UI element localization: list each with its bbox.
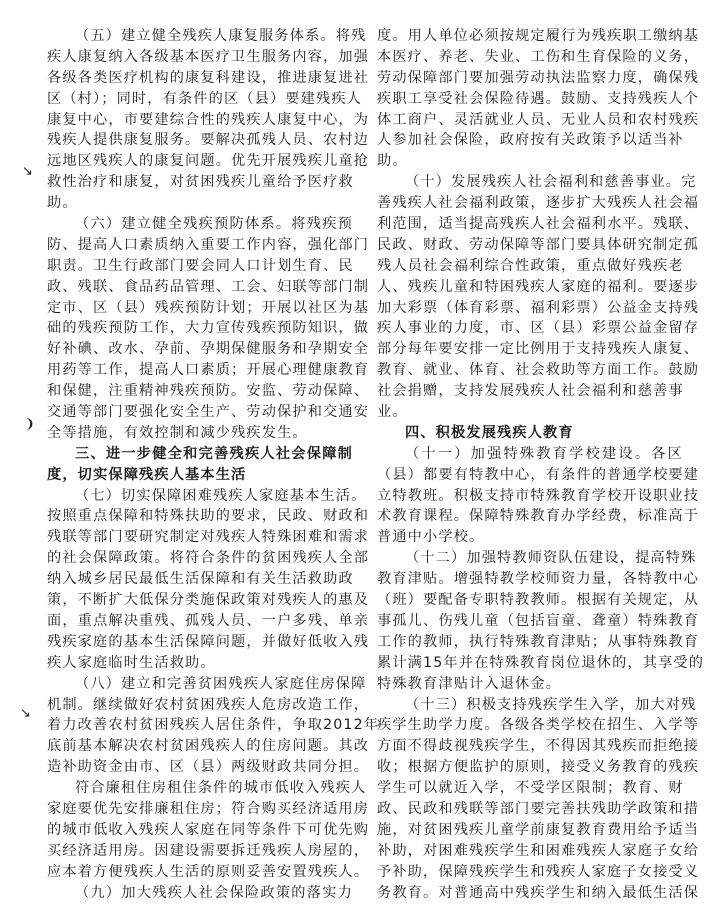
section-heading-line: 度，切实保障残疾人基本生活 (47, 466, 247, 483)
text-line: 面，重点解决重残、孤残人员、一户多残、单亲 (47, 612, 370, 629)
text-line: 助。 (377, 153, 408, 170)
text-line: 纳入城乡居民最低生活保障和有关生活救助政 (47, 571, 354, 588)
text-line: 社会捐赠，支持发展残疾人社会福利和慈善事 (377, 383, 684, 400)
text-line: 疾人家庭临时生活救助。 (47, 654, 216, 671)
text-line: 体工商户、灵活就业人员、无业人员和农村残疾 (377, 111, 700, 128)
text-line: （八）建立和完善贫困残疾人家庭住房保障 (75, 675, 367, 692)
text-line: （县）都要有特教中心，有条件的普通学校要建 (377, 466, 700, 483)
text-line: 疾人事业的力度，市、区（县）彩票公益金留存 (377, 320, 700, 337)
text-line: 助。 (47, 195, 78, 212)
text-line: 政、残联、食品药品管理、工会、妇联等部门制 (47, 278, 370, 295)
text-line: 施，对贫困残疾儿童学前康复教育费用给予适当 (377, 821, 700, 838)
pen-tick-mark-icon: ❩ (24, 417, 35, 432)
text-line: 加大彩票（体育彩票、福利彩票）公益金支持残 (377, 299, 700, 316)
text-line: 交通等部门要强化安全生产、劳动保护和交通安 (47, 404, 370, 421)
text-line: 康复中心，市要建综合性的残疾人康复中心，为 (47, 111, 370, 128)
pen-tick-mark-icon: ↘ (20, 706, 31, 721)
text-line: 区（村）；同时，有条件的区（县）要建残疾人 (47, 90, 362, 107)
text-line: 劳动保障部门要加强劳动执法监察力度，确保残 (377, 69, 700, 86)
text-line: 救性治疗和康复，对贫困残疾儿童给予医疗救 (47, 174, 354, 191)
text-line: 机制。继续做好农村贫困残疾人危房改造工作， (47, 696, 370, 713)
text-line: 防、提高人口素质纳入重要工作内容，强化部门 (47, 236, 370, 253)
text-line: 远地区残疾人的康复问题。优先开展残疾儿童抢 (47, 153, 370, 170)
text-line: 方面不得歧视残疾学生，不得因其残疾而拒绝接 (377, 738, 700, 755)
text-line: 度。用人单位必须按规定履行为残疾职工缴纳基 (377, 28, 700, 44)
section-heading-line: 四、积极发展残疾人教育 (405, 424, 574, 441)
text-line: 术教育课程。保障特殊教育办学经费，标准高于 (377, 508, 700, 525)
text-line: 着力改善农村贫困残疾人居住条件，争取2012年 (47, 717, 380, 734)
text-line: 补助，对困难残疾学生和困难残疾人家庭子女给 (377, 842, 700, 859)
text-line: 人参加社会保险，政府按有关政策予以适当补 (377, 132, 684, 149)
text-line: 疾职工享受社会保险待遇。鼓励、支持残疾人个 (377, 90, 700, 107)
text-line: 教育、就业、体育、社会救助等方面工作。鼓励 (377, 362, 700, 379)
text-line: （十一）加强特殊教育学校建设。各区 (405, 445, 683, 462)
right-text-column (377, 26, 705, 903)
text-line: 残疾人提供康复服务。要解决孤残人员、农村边 (47, 132, 370, 149)
text-line: 民政、财政、劳动保障等部门要具体研究制定孤 (377, 236, 700, 253)
text-line: 疾学生助学力度。各级各类学校在招生、入学等 (377, 717, 700, 734)
text-line: 累计满15年并在特殊教育岗位退休的，其享受的 (377, 654, 705, 671)
text-line: 的社会保障政策。将符合条件的贫困残疾人全部 (47, 550, 370, 567)
text-line: 业。 (377, 404, 408, 421)
text-line: （九）加大残疾人社会保险政策的落实力 (75, 884, 353, 901)
text-line: 工作的教师，执行特殊教育津贴；从事特殊教育 (377, 633, 700, 650)
text-line: 各级各类医疗机构的康复科建设，推进康复进社 (47, 69, 370, 86)
text-line: 和保健，注重精神残疾预防。安监、劳动保障、 (47, 383, 370, 400)
text-line: 定市、区（县）残疾预防计划；开展以社区为基 (47, 299, 370, 316)
text-line: （十）发展残疾人社会福利和慈善事业。完 (405, 174, 697, 191)
text-line: 家庭要优先安排廉租住房；符合购买经济适用房 (47, 800, 370, 817)
pen-tick-mark-icon: ↘ (22, 164, 33, 179)
text-line: 础的残疾预防工作，大力宣传残疾预防知识，做 (47, 320, 370, 337)
text-line: 造补助资金由市、区（县）两级财政共同分担。 (47, 759, 370, 776)
text-line: （十二）加强特教师资队伍建设，提高特殊 (405, 550, 697, 567)
text-line: 的城市低收入残疾人家庭在同等条件下可优先购 (47, 821, 370, 838)
text-line: （七）切实保障困难残疾人家庭基本生活。 (75, 487, 367, 504)
text-line: 收；根据方便监护的原则，接受义务教育的残疾 (377, 759, 700, 776)
text-line: 普通中小学校。 (377, 529, 485, 546)
text-line: 应本着方便残疾人生活的原则妥善安置残疾人。 (47, 863, 370, 880)
text-line: （班）要配备专职特教教师。根据有关规定，从 (377, 592, 700, 609)
text-line: 残疾家庭的基本生活保障问题，并做好低收入残 (47, 633, 370, 650)
text-line: 务教育。对普通高中残疾学生和纳入最低生活保 (377, 884, 700, 901)
text-line: 底前基本解决农村贫困残疾人的住房问题。其改 (47, 738, 370, 755)
text-line: 按照重点保障和特殊扶助的要求，民政、财政和 (47, 508, 370, 525)
text-line: 部分每年要安排一定比例用于支持残疾人康复、 (377, 341, 700, 358)
text-line: 残人员社会福利综合性政策，重点做好残疾老 (377, 257, 684, 274)
section-heading-line: 三、进一步健全和完善残疾人社会保障制 (75, 445, 353, 462)
text-line: 学生可以就近入学，不受学区限制；教育、财 (377, 780, 684, 797)
text-line: 政、民政和残联等部门要完善扶残助学政策和措 (377, 800, 700, 817)
text-line: 本医疗、养老、失业、工伤和生育保险的义务， (377, 48, 700, 65)
text-line: 全等措施，有效控制和减少残疾发生。 (47, 424, 308, 441)
text-line: 好补碘、改水、孕前、孕期保健服务和孕期安全 (47, 341, 370, 358)
text-line: （六）建立健全残疾预防体系。将残疾预 (75, 216, 353, 233)
text-line: 残联等部门要研究制定对残疾人特殊困难和需求 (47, 529, 370, 546)
text-line: 予补助，保障残疾学生和残疾人家庭子女接受义 (377, 863, 700, 880)
text-line: 策，不断扩大低保分类施保政策对残疾人的惠及 (47, 592, 370, 609)
text-line: 疾人康复纳入各级基本医疗卫生服务内容，加强 (47, 48, 370, 65)
left-text-column (47, 26, 380, 903)
text-line: 利范围，适当提高残疾人社会福利水平。残联、 (377, 216, 700, 233)
text-line: 教育津贴。增强特教学校师资力量，各特教中心 (377, 571, 700, 588)
text-line: 买经济适用房。因建设需要拆迁残疾人房屋的， (47, 842, 370, 859)
text-line: 善残疾人社会福利政策，逐步扩大残疾人社会福 (377, 195, 700, 212)
text-line: 符合廉租住房租住条件的城市低收入残疾人 (75, 780, 367, 797)
text-line: 人、残疾儿童和特困残疾人家庭的福利。要逐步 (377, 278, 700, 295)
text-line: 事孤儿、伤残儿童（包括盲童、聋童）特殊教育 (377, 612, 700, 629)
text-line: （五）建立健全残疾人康复服务体系。将残 (75, 28, 367, 44)
text-line: 用药等工作，提高人口素质；开展心理健康教育 (47, 362, 370, 379)
text-line: （十三）积极支持残疾学生入学，加大对残 (405, 696, 697, 713)
text-line: 职责。卫生行政部门要会同人口计划生育、民 (47, 257, 354, 274)
text-line: 特殊教育津贴计入退休金。 (377, 675, 562, 692)
text-line: 立特教班。积极支持市特殊教育学校开设职业技 (377, 487, 700, 504)
